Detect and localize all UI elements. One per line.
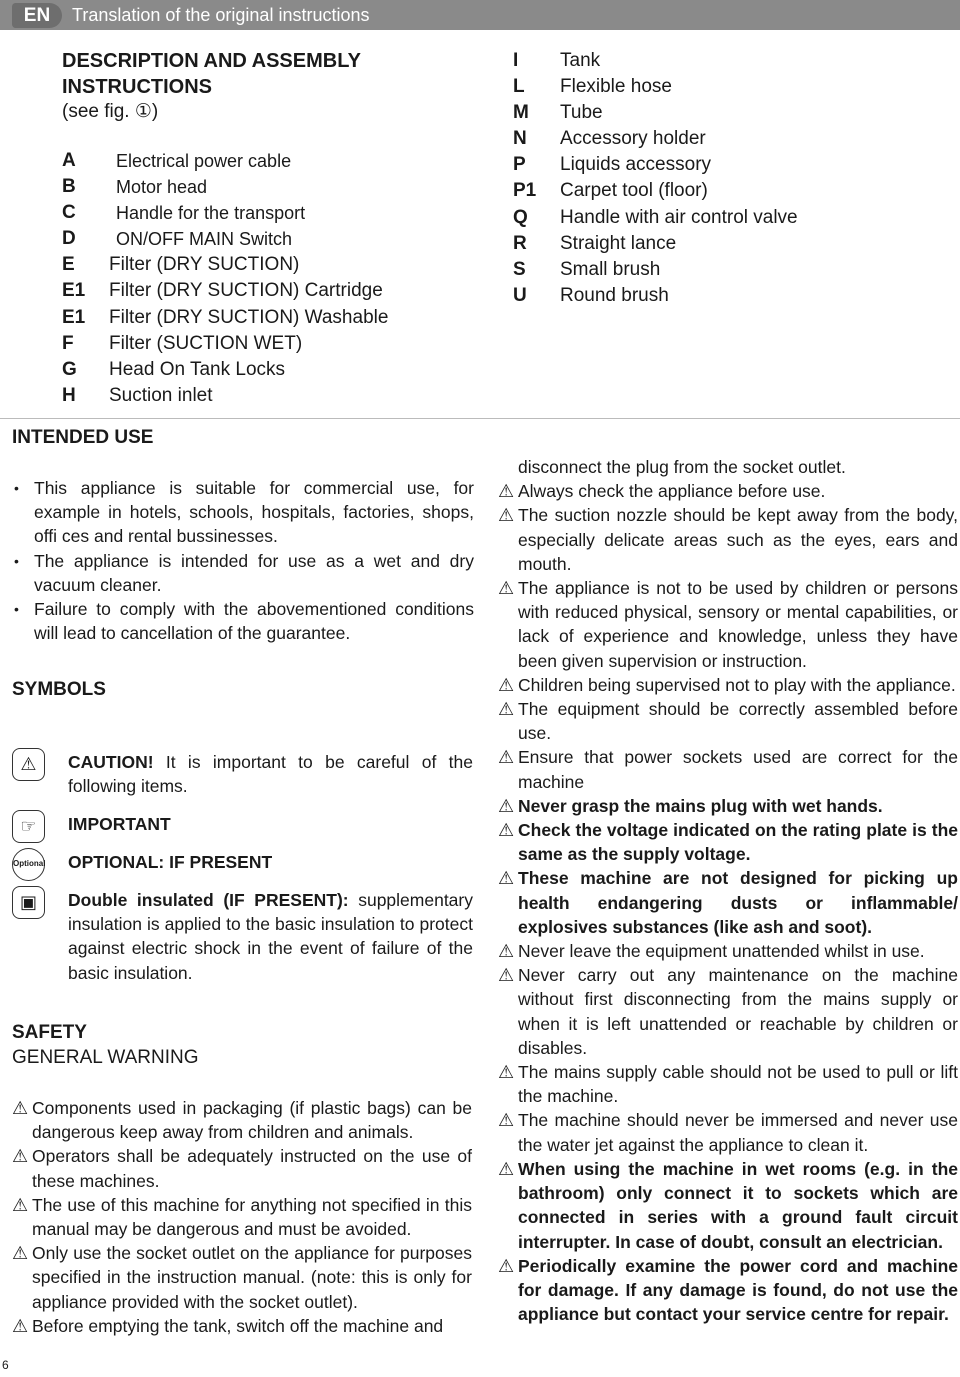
- warning-triangle-icon: ⚠: [498, 868, 515, 889]
- part-row: [513, 74, 953, 100]
- warning-item: [498, 697, 958, 745]
- parts-list-right: [513, 48, 953, 309]
- part-row: [513, 100, 953, 126]
- part-code: U: [513, 284, 527, 306]
- symbols-heading: SYMBOLS: [12, 679, 106, 700]
- warning-triangle-icon: ⚠: [498, 481, 515, 502]
- warning-triangle-icon: ⚠: [498, 505, 515, 526]
- part-row: [513, 152, 953, 178]
- symbol-term: Double insulated (IF PRESENT):: [68, 890, 349, 910]
- part-code: B: [62, 176, 76, 198]
- part-label: Carpet tool (floor): [560, 180, 708, 202]
- symbol-description: [68, 812, 473, 836]
- symbol-detail: supplementary insulation is applied to the basic insulation to protect against electric shock in the event of failure of the basic insulation.: [68, 890, 473, 983]
- warning-text: The machine should never be immersed and never use the water jet against the appliance to clean it.: [518, 1110, 958, 1155]
- optional-icon: Optional: [12, 848, 45, 881]
- warning-text: Before emptying the tank, switch off the machine and: [32, 1315, 444, 1336]
- warning-triangle-icon: ⚠: [12, 1098, 29, 1118]
- part-row: [62, 148, 482, 174]
- part-code: D: [62, 228, 76, 250]
- part-row: [513, 48, 953, 74]
- warning-item: [12, 1096, 472, 1144]
- warning-text: The equipment should be correctly assembled before use.: [518, 699, 958, 744]
- warning-triangle-icon: ⚠: [498, 965, 515, 986]
- warning-text: Components used in packaging (if plastic bags) can be dangerous keep away from children and animals.: [32, 1098, 472, 1143]
- warning-item: [498, 1254, 958, 1327]
- warning-item: [498, 866, 958, 939]
- symbol-description: [68, 888, 473, 985]
- symbol-term: IMPORTANT: [68, 814, 171, 834]
- general-warning-heading: GENERAL WARNING: [12, 1047, 199, 1068]
- part-row: [513, 178, 953, 204]
- symbol-description: [68, 750, 473, 798]
- part-row: [62, 383, 482, 409]
- warning-triangle-icon: ⚠: [12, 748, 45, 781]
- warning-item: [498, 794, 958, 818]
- parts-list-left: [62, 148, 482, 409]
- warning-item: [12, 1144, 472, 1192]
- warning-text: Never carry out any maintenance on the machine without first disconnecting from the mains supply or when it is left unattended or reachable by children or disables.: [518, 965, 958, 1058]
- intended-use-heading: INTENDED USE: [12, 427, 154, 448]
- warning-text: The use of this machine for anything not specified in this manual may be dangerous and must be avoided.: [32, 1194, 472, 1240]
- part-code: N: [513, 128, 527, 150]
- warning-item: [498, 479, 958, 503]
- part-label: Tank: [560, 50, 601, 71]
- part-label: Accessory holder: [560, 128, 706, 150]
- warning-item: [498, 503, 958, 576]
- part-label: Motor head: [116, 177, 208, 198]
- warning-item: [498, 1157, 958, 1254]
- header-bar: [0, 0, 960, 30]
- warning-triangle-icon: ⚠: [12, 1194, 29, 1215]
- warning-text: These machine are not designed for picking up health endangering dusts or inflammable/ explosives substances (like ash and soot).: [518, 868, 958, 937]
- warning-triangle-icon: ⚠: [498, 699, 515, 720]
- warning-triangle-icon: ⚠: [498, 747, 515, 768]
- warning-triangle-icon: ⚠: [12, 1146, 29, 1167]
- symbol-term: OPTIONAL: IF PRESENT: [68, 852, 273, 872]
- part-row: [513, 205, 953, 231]
- warning-item: [498, 1060, 958, 1108]
- part-code: E: [62, 254, 75, 276]
- warning-triangle-icon: ⚠: [12, 1315, 29, 1336]
- part-code: A: [62, 150, 76, 171]
- part-label: Flexible hose: [560, 76, 672, 98]
- part-code: H: [62, 384, 76, 406]
- warning-item: [12, 1314, 472, 1338]
- part-code: F: [62, 332, 74, 354]
- warning-triangle-icon: ⚠: [498, 820, 515, 841]
- part-label: Small brush: [560, 258, 661, 280]
- part-code: L: [513, 76, 525, 98]
- warning-item: [498, 818, 958, 866]
- language-badge: EN: [12, 3, 62, 28]
- warning-triangle-icon: ⚠: [498, 1062, 515, 1083]
- warning-text: Never grasp the mains plug with wet hands.: [518, 795, 883, 816]
- part-code: Q: [513, 206, 528, 228]
- warning-triangle-icon: ⚠: [498, 1110, 515, 1131]
- part-label: Handle for the transport: [116, 203, 306, 224]
- warning-triangle-icon: ⚠: [498, 578, 515, 599]
- part-code: G: [62, 358, 77, 380]
- part-label: Suction inlet: [109, 384, 213, 406]
- part-row: [62, 200, 482, 226]
- part-label: Tube: [560, 102, 603, 124]
- part-row: [62, 278, 482, 304]
- warning-text: The suction nozzle should be kept away from the body, especially delicate areas such as the eyes, ears and mouth.: [518, 505, 958, 574]
- part-label: Filter (DRY SUCTION): [109, 254, 300, 276]
- intended-use-list: [12, 476, 474, 645]
- part-row: [62, 357, 482, 383]
- warning-text: Only use the socket outlet on the appliance for purposes specified in the instruction manual. (note: this is only for appliance provided with the socket outlet).: [32, 1243, 472, 1312]
- part-label: Filter (SUCTION WET): [109, 332, 303, 354]
- bullet-item: • The appliance is intended for use as a wet and dry vacuum cleaner.: [12, 549, 474, 597]
- warning-item: [12, 1241, 472, 1314]
- bullet-item: • This appliance is suitable for commercial use, for example in hotels, schools, hospitals, factories, shops, offi ces and rental bussinesses.: [12, 476, 474, 549]
- warning-text: Children being supervised not to play with the appliance.: [518, 674, 956, 695]
- page-number: 6: [2, 1358, 9, 1372]
- part-label: Head On Tank Locks: [109, 358, 286, 380]
- warning-item: [498, 745, 958, 793]
- part-code: S: [513, 258, 526, 280]
- part-label: ON/OFF MAIN Switch: [116, 229, 293, 250]
- bullet-item: • Failure to comply with the abovementioned conditions will lead to cancellation of the guarantee.: [12, 597, 474, 645]
- description-title: DESCRIPTION AND ASSEMBLY INSTRUCTIONS: [62, 50, 361, 98]
- part-code: M: [513, 102, 529, 124]
- warning-item: [498, 673, 958, 697]
- part-label: Round brush: [560, 284, 669, 306]
- part-row: [513, 231, 953, 257]
- part-row: [513, 257, 953, 283]
- warning-continuation: disconnect the plug from the socket outlet.: [518, 457, 846, 477]
- part-code: E1: [62, 280, 86, 302]
- warning-item: [498, 963, 958, 1060]
- warnings-right: [498, 455, 958, 1326]
- part-label: Filter (DRY SUCTION) Cartridge: [109, 280, 383, 302]
- warning-item: [498, 939, 958, 963]
- warning-triangle-icon: ⚠: [498, 674, 515, 695]
- double-insulated-icon: ▣: [12, 886, 45, 919]
- warning-text: When using the machine in wet rooms (e.g. in the bathroom) only connect it to sockets which are connected in series with a ground fault circuit interrupter. In case of doubt, consult an electrician.: [518, 1158, 958, 1252]
- pointing-hand-icon: ☞: [12, 810, 45, 843]
- symbol-term: CAUTION!: [68, 752, 154, 772]
- safety-heading: SAFETY: [12, 1022, 87, 1043]
- warning-text: Never leave the equipment unattended whilst in use.: [518, 941, 925, 962]
- part-row: [62, 226, 482, 252]
- part-label: Liquids accessory: [560, 154, 712, 176]
- part-code: C: [62, 202, 76, 224]
- section-divider: [0, 418, 960, 419]
- part-row: [62, 331, 482, 357]
- part-row: [513, 126, 953, 152]
- warning-text: Operators shall be adequately instructed on the use of these machines.: [32, 1146, 472, 1191]
- warning-text: Check the voltage indicated on the rating plate is the same as the supply voltage.: [518, 820, 958, 865]
- part-label: Straight lance: [560, 232, 677, 254]
- part-code: P1: [513, 180, 537, 202]
- part-label: Filter (DRY SUCTION) Washable: [109, 306, 389, 328]
- symbol-description: [68, 850, 473, 874]
- warning-triangle-icon: ⚠: [12, 1243, 29, 1264]
- part-code: I: [513, 50, 519, 71]
- part-code: P: [513, 154, 526, 176]
- warning-item: [498, 576, 958, 673]
- warning-triangle-icon: ⚠: [498, 1255, 515, 1276]
- part-code: E1: [62, 306, 86, 328]
- warning-text: The mains supply cable should not be used to pull or lift the machine.: [518, 1062, 958, 1107]
- part-row: [62, 252, 482, 278]
- warning-text: Ensure that power sockets used are correct for the machine: [518, 747, 958, 792]
- part-row: [62, 305, 482, 331]
- warning-text: The appliance is not to be used by children or persons with reduced physical, sensory or mental capabilities, or lack of experience and knowledge, unless they have been given supervision or instruction.: [518, 578, 958, 671]
- see-figure-note: (see fig. ①): [62, 101, 159, 122]
- part-code: R: [513, 232, 527, 254]
- warnings-left: [12, 1096, 472, 1338]
- header-title: Translation of the original instructions: [72, 5, 370, 25]
- symbol-detail: It is important to be careful of the following items.: [68, 752, 473, 797]
- warning-text: Periodically examine the power cord and machine for damage. If any damage is found, do not use the appliance but contact your service centre for repair.: [518, 1255, 958, 1325]
- part-row: [513, 283, 953, 309]
- part-label: Electrical power cable: [116, 151, 292, 171]
- warning-item: [498, 1108, 958, 1156]
- warning-triangle-icon: ⚠: [498, 795, 515, 816]
- warning-item: [12, 1193, 472, 1241]
- warning-triangle-icon: ⚠: [498, 941, 515, 962]
- warning-text: Always check the appliance before use.: [518, 481, 826, 502]
- part-label: Handle with air control valve: [560, 206, 798, 228]
- part-row: [62, 174, 482, 200]
- warning-triangle-icon: ⚠: [498, 1158, 515, 1179]
